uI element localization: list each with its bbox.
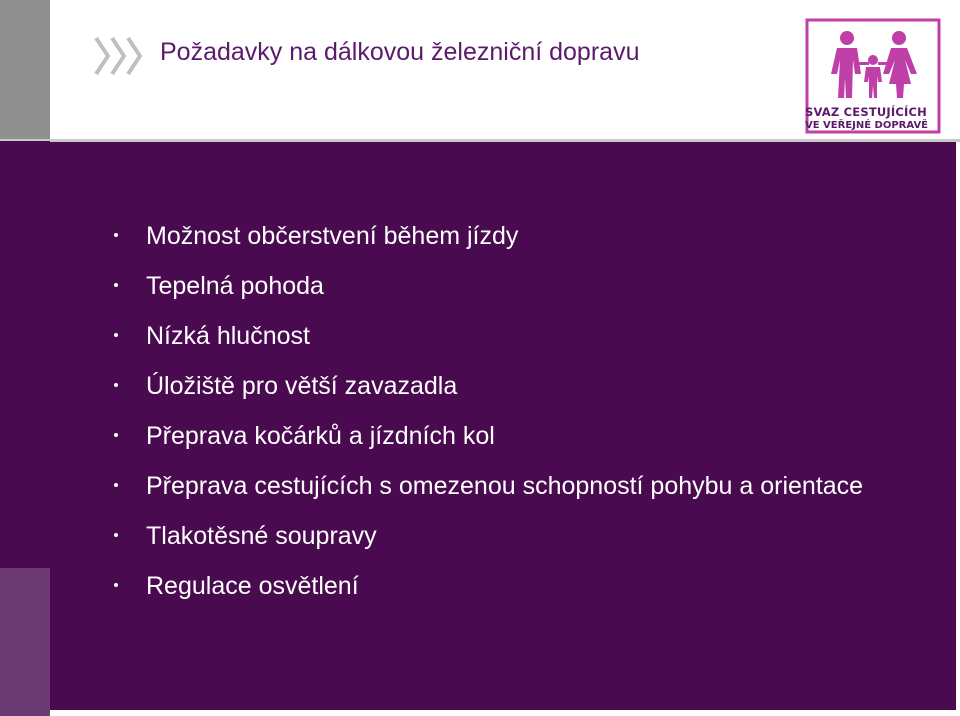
list-item — [110, 268, 870, 304]
logo-line-2: VE VEŘEJNÉ DOPRAVĚ — [805, 120, 929, 131]
list-item-text: Úložiště pro větší zavazadla — [146, 372, 458, 400]
list-item-text: Tepelná pohoda — [146, 272, 324, 300]
bullet-dot-icon — [114, 533, 118, 537]
bullet-dot-icon — [114, 283, 118, 287]
left-strip-bottom — [0, 568, 50, 716]
list-item — [110, 518, 870, 554]
left-strip-top — [0, 0, 50, 141]
list-item — [110, 418, 870, 454]
chevrons-icon — [92, 34, 152, 78]
bullet-dot-icon — [114, 583, 118, 587]
list-item-text: Nízká hlučnost — [146, 322, 310, 350]
bullet-dot-icon — [114, 383, 118, 387]
left-strip-mid — [0, 141, 50, 568]
content-panel — [50, 142, 956, 710]
bullet-dot-icon — [114, 233, 118, 237]
list-item-text: Tlakotěsné soupravy — [146, 522, 377, 550]
bullet-dot-icon — [114, 333, 118, 337]
list-item — [110, 368, 870, 404]
list-item — [110, 468, 870, 504]
list-item — [110, 318, 870, 354]
bullet-list — [110, 218, 870, 618]
list-item — [110, 218, 870, 254]
list-item-text: Přeprava kočárků a jízdních kol — [146, 422, 495, 450]
list-item-text: Přeprava cestujících s omezenou schopností pohybu a orientace — [146, 472, 864, 500]
slide-title: Požadavky na dálkovou železniční dopravu — [160, 38, 640, 66]
logo-text — [805, 105, 945, 133]
list-item — [110, 568, 870, 604]
logo-line-1: SVAZ CESTUJÍCÍCH — [805, 105, 927, 119]
list-item-text: Možnost občerstvení během jízdy — [146, 222, 519, 250]
list-item-text: Regulace osvětlení — [146, 572, 359, 600]
bullet-dot-icon — [114, 433, 118, 437]
bullet-dot-icon — [114, 483, 118, 487]
